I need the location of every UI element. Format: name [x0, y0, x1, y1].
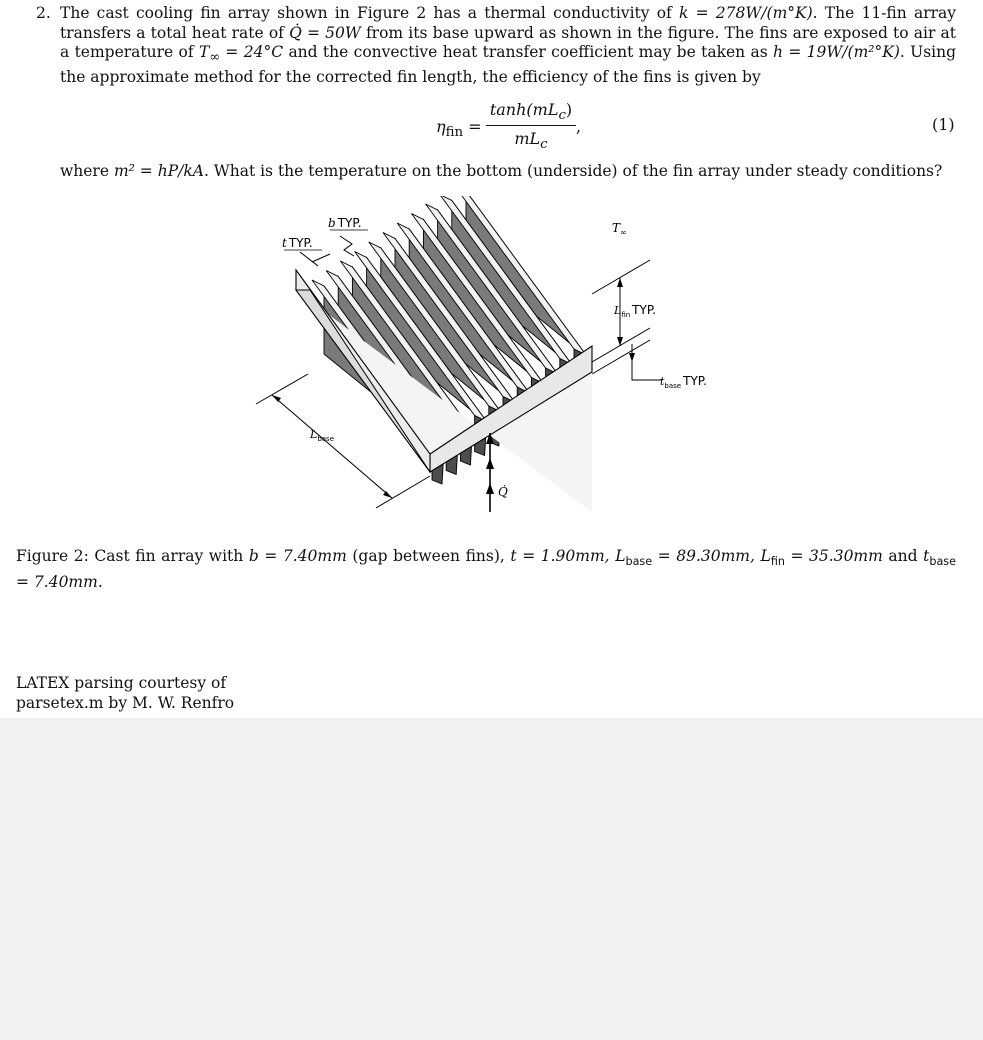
- lfin-label: $L_{fin}$ TYP.: [614, 303, 657, 319]
- q-value: 50W: [325, 23, 361, 42]
- h-value: 19W/(m²°K): [806, 43, 900, 61]
- t-label: t TYP.: [282, 236, 313, 250]
- figure-caption: Figure 2: Cast fin array with b = 7.40mm (gap between fins), t = 1.90mm, $L_{base} = 89.30mm$, $L_{fin} = 35.30mm$ and $t_{base} = 7.40mm$.: [16, 547, 956, 592]
- problem-number: 2.: [36, 4, 51, 22]
- equation-lhs: $\eta_{fin}$ =: [436, 117, 482, 141]
- tbase-label: $t_{base}$ TYP.: [660, 374, 707, 390]
- m-squared-formula: m² = hP/kA: [113, 162, 204, 180]
- q-arrow-head-2: [486, 458, 494, 469]
- equation-numerator: $\tanh(mL_c)$: [486, 100, 576, 126]
- b-label: b TYP.: [328, 216, 362, 230]
- fin-efficiency-equation: $\eta_{fin}$ = $\tanh(mL_c)$ $mL_c$ , (1): [436, 100, 955, 153]
- t-ext-line: [312, 254, 330, 262]
- k-symbol: k: [679, 4, 689, 22]
- lbase-ext-line-1: [256, 374, 308, 404]
- h-symbol: h: [773, 43, 783, 61]
- lbase-dimension-line: [272, 395, 392, 498]
- q-label: Q̇: [498, 485, 508, 499]
- question-line: where m² = hP/kA. What is the temperature on the bottom (underside) of the fin array under steady conditions?: [60, 162, 943, 180]
- equation-denominator: $mL_c$: [514, 129, 548, 153]
- lbase-label: $L_{base}$: [310, 428, 334, 443]
- tinf-label: $T_\infty$: [612, 221, 627, 237]
- latex-credit: LATEX parsing courtesy of parsetex.m by M. W. Renfro: [16, 674, 235, 712]
- tbase-arrow: [629, 353, 635, 362]
- tbase-leader: [632, 362, 662, 380]
- problem-body: The cast cooling fin array shown in Figure 2 has a thermal conductivity of k = 278W/(m°K). The 11-fin array transfers a total heat rate of Q̇ = 50W from its base upward as shown in the figure. The fins are exposed to air at a temperature of $T_\infty = 24^\circ C$ and the convective heat transfer coefficient may be taken as h = 19W/(m²°K). Using the approximate method for the corrected fin length, the efficiency of the fins is given by: [60, 4, 957, 86]
- equation-fraction: [486, 100, 576, 152]
- equation-number: (1): [932, 115, 955, 134]
- lfin-ext-line-top: [592, 260, 650, 294]
- fin-array-figure: [0, 196, 983, 526]
- b-dimension-mark: [340, 236, 354, 256]
- q-arrow-head-3: [486, 483, 494, 494]
- latex-logo: LATEX: [16, 674, 70, 692]
- t-dimension-line: [300, 252, 318, 266]
- tinf-symbol: $T_\infty$: [198, 43, 221, 66]
- tinf-value: 24°C: [243, 43, 284, 61]
- problem-statement: [36, 4, 956, 87]
- k-value: 278W/(m°K): [715, 4, 813, 22]
- q-symbol: Q̇: [289, 23, 302, 42]
- lbase-ext-line-2: [376, 476, 430, 508]
